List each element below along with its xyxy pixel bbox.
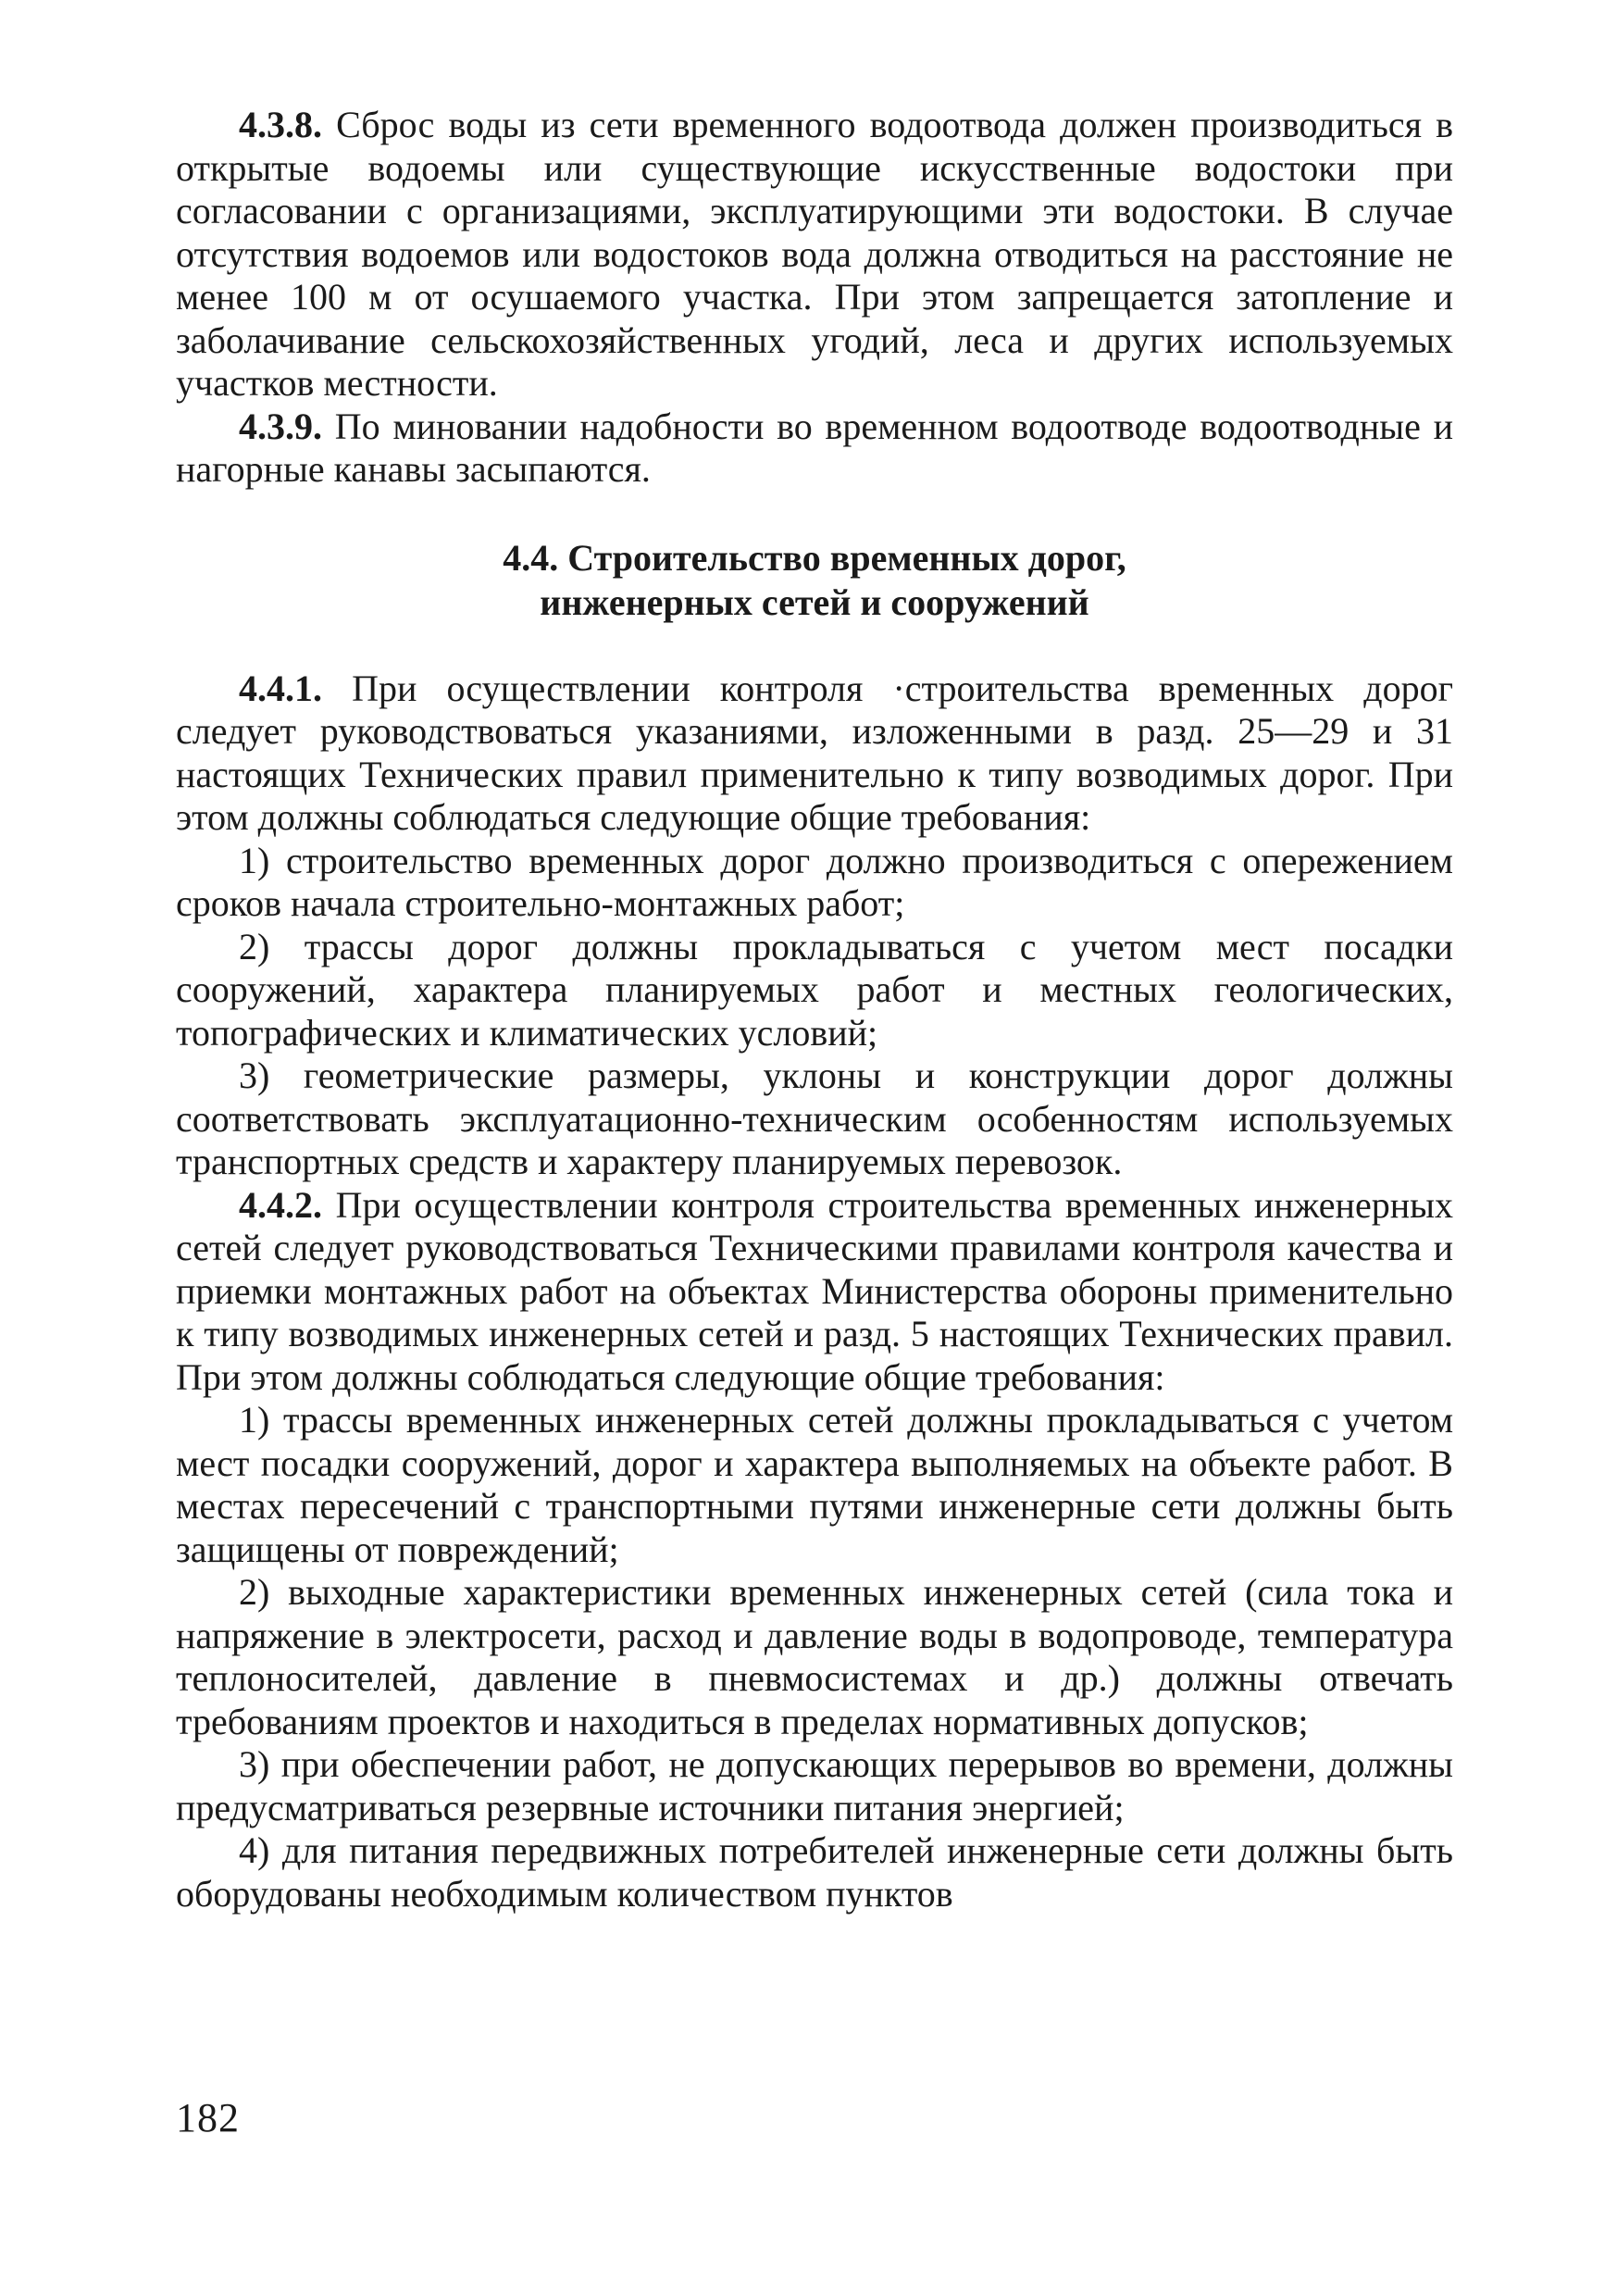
list-item: 1) трассы временных инженерных сетей должны прокладываться с учетом мест посадки сооружений, дорог и характера выполняемых на объекте работ. В местах пересечений с транспортными путями инженерные сети должны быть защищены от повреждений; [176, 1399, 1453, 1570]
clause-number: 4.4.1. [239, 667, 322, 709]
list-item: 3) при обеспечении работ, не допускающих перерывов во времени, должны предусматриваться резервные источники питания энергией; [176, 1743, 1453, 1828]
paragraph-text: По миновании надобности во временном водоотводе водоотводные и нагорные канавы засыпаются. [176, 405, 1453, 490]
clause-number: 4.4.2. [239, 1183, 322, 1226]
clause-number: 4.3.8. [239, 104, 322, 145]
paragraph-4-4-2 [176, 1184, 1453, 1400]
paragraph-4-3-9 [176, 406, 1453, 492]
section-heading [176, 536, 1453, 625]
list-item: 3) геометрические размеры, уклоны и конструкции дорог должны соответствовать эксплуатационно-техническим особенностям используемых транспортных средств и характеру планируемых перевозок. [176, 1054, 1453, 1182]
section-heading-line-2: инженерных сетей и сооружений [540, 580, 1089, 623]
list-item: 2) трассы дорог должны прокладываться с учетом мест посадки сооружений, характера планируемых работ и местных геологических, топографических и климатических условий; [176, 925, 1453, 1054]
section-heading-line-1: 4.4. Строительство временных дорог, [503, 536, 1126, 579]
paragraph-4-3-8 [176, 104, 1453, 406]
list-item: 1) строительство временных дорог должно производиться с опережением сроков начала строительно-монтажных работ; [176, 839, 1453, 924]
paragraph-text: При осуществлении контроля ·строительства временных дорог следует руководствоваться указаниями, изложенными в разд. 25—29 и 31 настоящих Технических правил применительно к типу возводимых дорог. При этом должны соблюдаться следующие общие требования: [176, 667, 1454, 838]
paragraph-text: Сброс воды из сети временного водоотвода должен производиться в открытые водоемы или существующие искусственные водостоки при согласовании с организациями, эксплуатирующими эти водостоки. В случае отсутствия водоемов или водостоков вода должна отводиться на расстояние не менее 100 м от осушаемого участка. При этом запрещается затопление и заболачивание сельскохозяйственных угодий, леса и других используемых участков местности. [176, 104, 1453, 404]
paragraph-text: При осуществлении контроля строительства временных инженерных сетей следует руководствоваться Техническими правилами контроля качества и приемки монтажных работ на объектах Министерства обороны применительно к типу возводимых инженерных сетей и разд. 5 настоящих Технических правил. При этом должны соблюдаться следующие общие требования: [176, 1183, 1453, 1398]
paragraph-4-4-1 [176, 668, 1453, 840]
clause-number: 4.3.9. [239, 405, 322, 447]
document-page [176, 104, 1453, 1915]
page-number: 182 [176, 2095, 240, 2140]
list-item: 2) выходные характеристики временных инженерных сетей (сила тока и напряжение в электросети, расход и давление воды в водопроводе, температура теплоносителей, давление в пневмосистемах и др.) должны отвечать требованиям проектов и находиться в пределах нормативных допусков; [176, 1571, 1453, 1742]
list-item: 4) для питания передвижных потребителей инженерные сети должны быть оборудованы необходимым количеством пунктов [176, 1829, 1453, 1915]
